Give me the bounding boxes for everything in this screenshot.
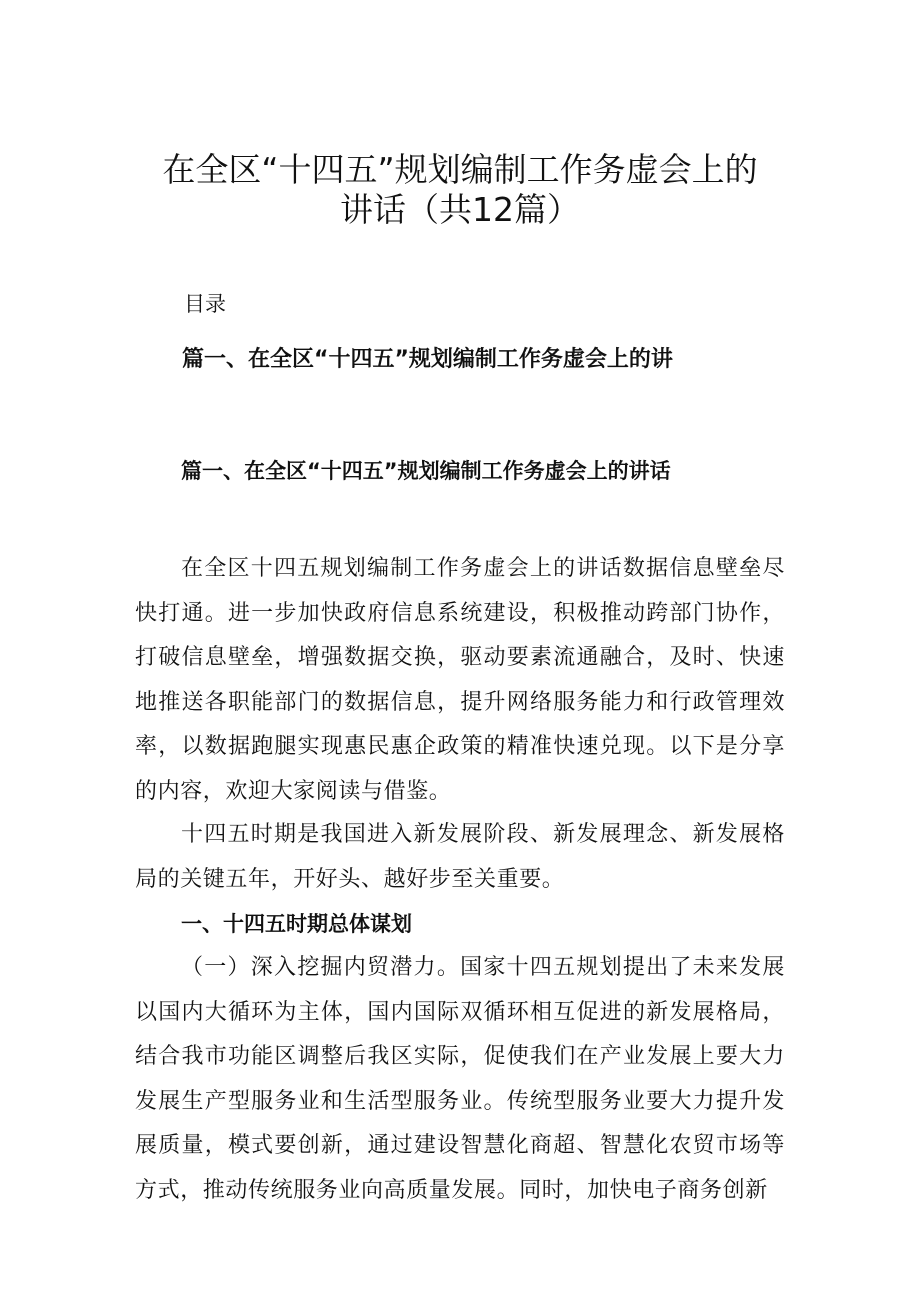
section-title: 篇一、在全区“十四五”规划编制工作务虚会上的讲话 bbox=[181, 459, 671, 483]
body-paragraph-2: 十四五时期是我国进入新发展阶段、新发展理念、新发展格局的关键五年，开好头、越好步至关重要。 bbox=[135, 822, 785, 892]
document-title-line-1: 在全区“十四五”规划编制工作务虚会上的 bbox=[162, 150, 758, 189]
document-title-line-2-text: 讲话（共12篇） bbox=[340, 190, 580, 229]
body-paragraph-1: 在全区十四五规划编制工作务虚会上的讲话数据信息壁垒尽快打通。进一步加快政府信息系统建设，积极推动跨部门协作，打破信息壁垒，增强数据交换，驱动要素流通融合，及时、快速地推送各职能部门的数据信息，提升网络服务能力和行政管理效率，以数据跑腿实现惠民惠企政策的精准快速兑现。以下是分享的内容，欢迎大家阅读与借鉴。 bbox=[135, 556, 785, 804]
document-title-line-2 bbox=[0, 180, 920, 230]
table-of-contents-label: 目录 bbox=[184, 292, 226, 316]
toc-item-1[interactable]: 篇一、在全区“十四五”规划编制工作务虚会上的讲 bbox=[182, 347, 673, 372]
body-paragraph-3: （一）深入挖掘内贸潜力。国家十四五规划提出了未来发展以国内大循环为主体，国内国际双循环相互促进的新发展格局，结合我市功能区调整后我区实际，促使我们在产业发展上要大力发展生产型服务业和生活型服务业。传统型服务业要大力提升发展质量，模式要创新，通过建设智慧化商超、智慧化农贸市场等方式，推动传统服务业向高质量发展。同时，加快电子商务创新 bbox=[135, 955, 785, 1203]
subheading: 一、十四五时期总体谋划 bbox=[181, 912, 412, 936]
